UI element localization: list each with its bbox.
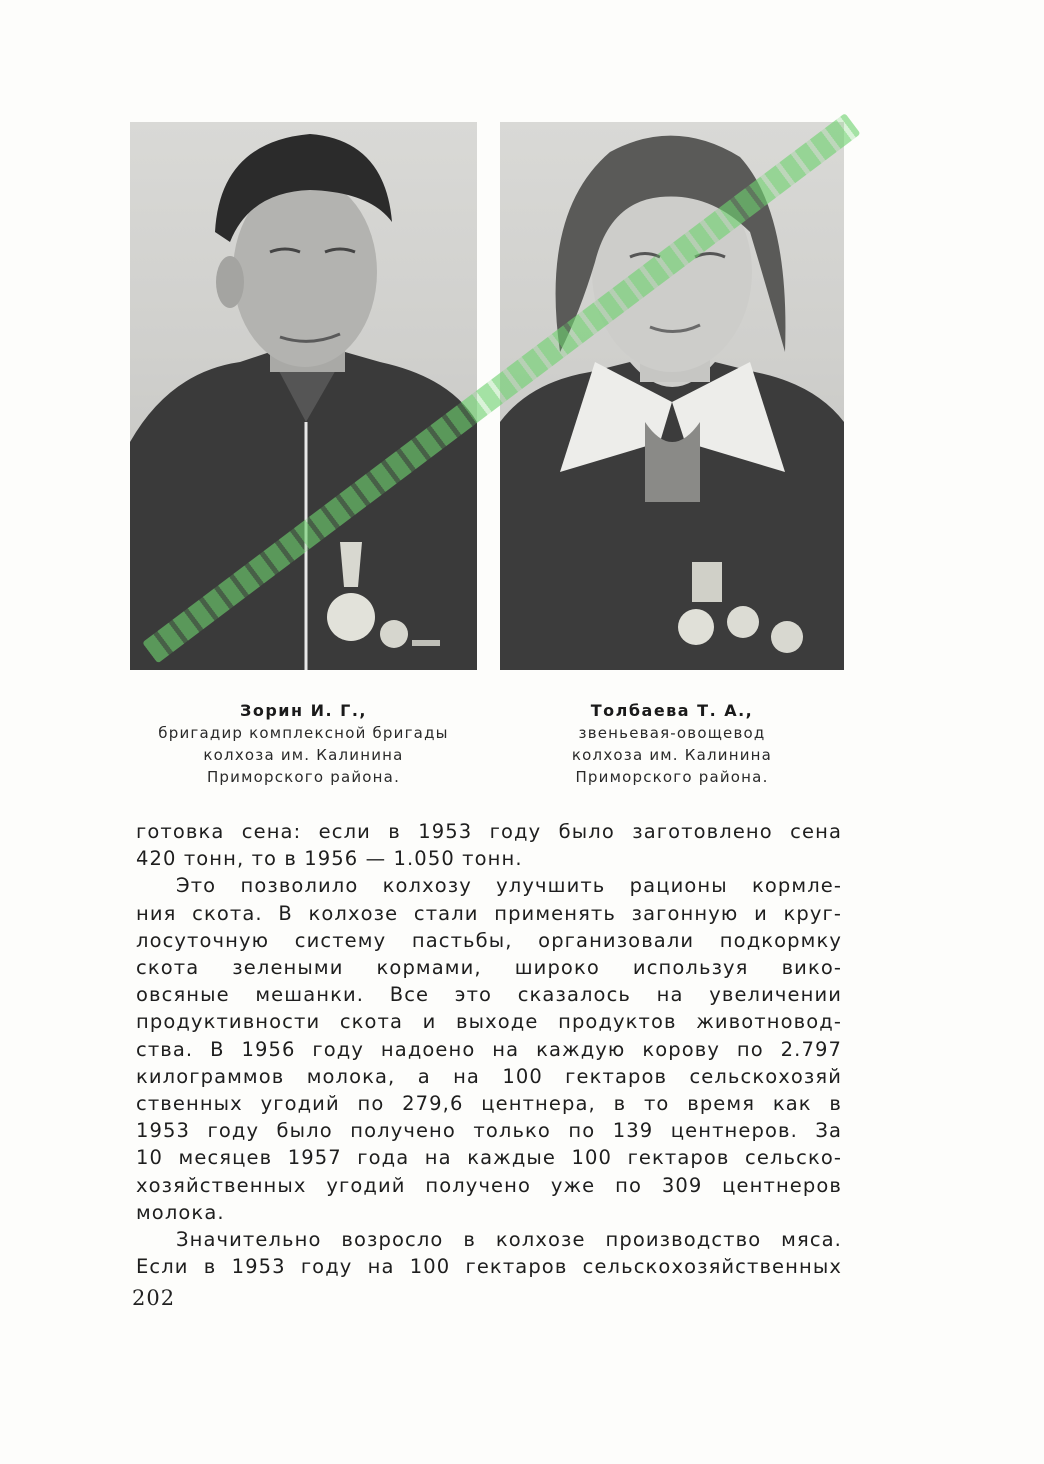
text-line: Это позволило колхозу улучшить рационы кормле- [176,874,842,898]
portrait-tolbaeva [500,122,844,670]
text-line: лосуточную систему пастьбы, организовали подкормку [136,928,842,952]
text-line: ственных угодий по 279,6 центнера, в то время как в [136,1092,842,1116]
text-line: скота зелеными кормами, широко используя вико- [136,956,842,980]
body-text [136,818,842,1280]
text-line: хозяйственных угодий получено уже по 309 центнеров [136,1173,842,1197]
portrait-tolbaeva-image [500,122,844,670]
caption-name: Толбаева Т. А., [590,701,754,720]
caption-tolbaeva [500,700,844,788]
caption-line: звеньевая-овощевод [578,724,766,742]
caption-name: Зорин И. Г., [239,701,368,720]
caption-zorin [130,700,477,788]
caption-line: колхоза им. Калинина [203,746,404,764]
text-line: молока. [136,1200,225,1224]
page-number: 202 [132,1286,176,1310]
text-line: ния скота. В колхозе стали применять загонную и круг- [136,901,842,925]
caption-line: бригадир комплексной бригады [158,724,449,742]
text-line: Если в 1953 году на 100 гектаров сельскохозяйственных [136,1255,842,1279]
text-line: 420 тонн, то в 1956 — 1.050 тонн. [136,847,523,871]
text-line: килограммов молока, а на 100 гектаров сельскохозяй [136,1064,842,1088]
text-line: готовка сена: если в 1953 году было заготовлено сена [136,820,842,843]
text-line: Значительно возросло в колхозе производство мяса. [176,1228,842,1252]
caption-line: Приморского района. [206,768,401,786]
text-line: овсяные мешанки. Все это сказалось на увеличении [136,983,842,1007]
portrait-zorin-image [130,122,477,670]
caption-line: колхоза им. Калинина [571,746,773,764]
text-line: ства. В 1956 году надоено на каждую корову по 2.797 [136,1037,842,1061]
text-line: продуктивности скота и выходе продуктов животновод- [136,1010,842,1034]
text-line: 1953 году было получено только по 139 центнеров. За [136,1119,842,1143]
caption-line: Приморского района. [575,768,769,786]
text-line: 10 месяцев 1957 года на каждые 100 гектаров сельско- [136,1146,842,1170]
portrait-zorin [130,122,477,670]
